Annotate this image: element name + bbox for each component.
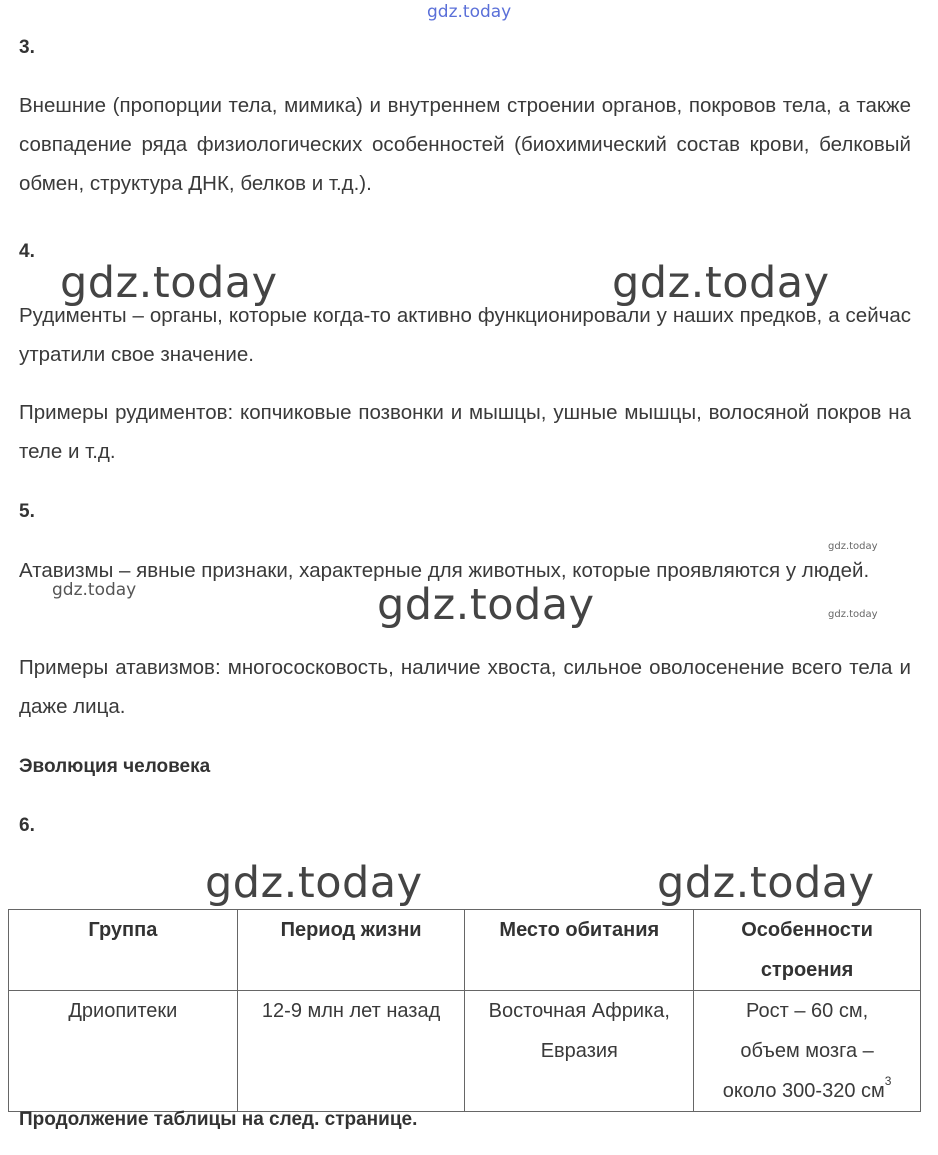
evolution-table: [8, 909, 921, 1112]
table-cell-group: Дриопитеки: [9, 991, 238, 1112]
answer-4-examples: Примеры рудиментов: копчиковые позвонки и мышцы, ушные мышцы, волосяной покров на теле и т.д.: [19, 401, 911, 463]
question-number-4: 4.: [19, 241, 35, 262]
watermark-large: gdz.today: [377, 580, 595, 630]
answer-5-definition: Атавизмы – явные признаки, характерные для животных, которые проявляются у людей.: [19, 559, 870, 582]
superscript: 3: [884, 1074, 892, 1088]
table-header-features-line: Особенности: [741, 919, 873, 941]
table-header-row: [9, 910, 921, 991]
watermark-medium: gdz.today: [52, 580, 137, 600]
table-row: [9, 991, 921, 1112]
answer-3-text: Внешние (пропорции тела, мимика) и внутреннем строении органов, покровов тела, а также совпадение ряда физиологических особенностей (биохимический состав крови, белковый обмен, структура ДНК, белков и т.д.).: [19, 94, 911, 195]
table-header-period: Период жизни: [237, 910, 465, 991]
table-header-features-line: строения: [760, 959, 854, 981]
question-number-6: 6.: [19, 815, 35, 836]
table-cell-features: [694, 991, 921, 1112]
continuation-note: Продолжение таблицы на след. странице.: [19, 1109, 418, 1130]
table-cell-line: объем мозга –: [740, 1040, 874, 1062]
table-header-place: Место обитания: [465, 910, 694, 991]
table-cell-period: 12-9 млн лет назад: [237, 991, 465, 1112]
watermark-large: gdz.today: [612, 258, 830, 308]
table-cell-line: [698, 1071, 916, 1111]
question-number-3: 3.: [19, 37, 35, 58]
watermark-top: gdz.today: [427, 2, 512, 22]
table-cell-text: около 300-320 см: [722, 1080, 885, 1102]
table-cell-line: Евразия: [540, 1040, 618, 1062]
question-number-5: 5.: [19, 501, 35, 522]
table-cell-place: [465, 991, 694, 1112]
table-header-group: Группа: [9, 910, 238, 991]
watermark-small: gdz.today: [828, 609, 878, 620]
answer-5-examples: Примеры атавизмов: многососковость, наличие хвоста, сильное оволосенение всего тела и даже лица.: [19, 656, 911, 718]
section-heading: Эволюция человека: [19, 756, 211, 777]
watermark-large: gdz.today: [657, 858, 875, 908]
watermark-large: gdz.today: [205, 858, 423, 908]
watermark-small: gdz.today: [828, 541, 878, 552]
table-cell-line: Рост – 60 см,: [746, 1000, 869, 1022]
table-header-features: [694, 910, 921, 991]
watermark-large: gdz.today: [60, 258, 278, 308]
answer-4-definition: Рудименты – органы, которые когда-то активно функционировали у наших предков, а сейчас утратили свое значение.: [19, 304, 911, 366]
table-cell-line: Восточная Африка,: [488, 1000, 670, 1022]
